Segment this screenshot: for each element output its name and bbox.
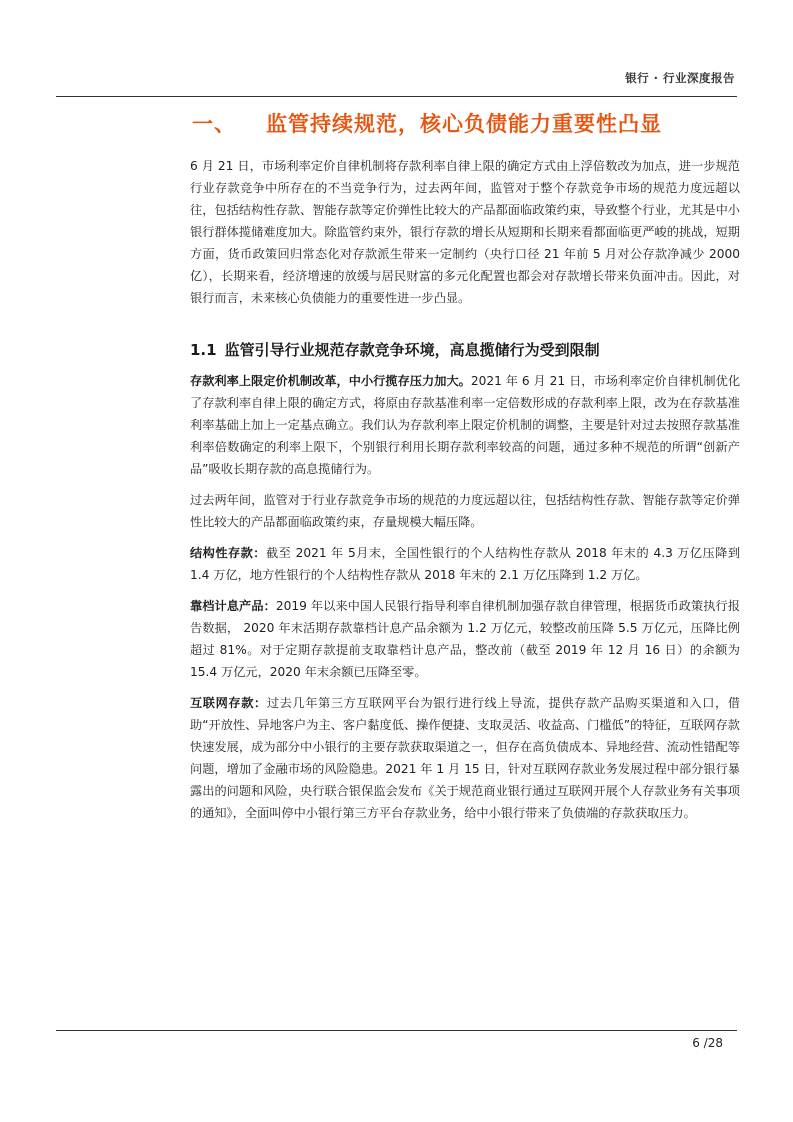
- paragraph-body: 过去几年第三方互联网平台为银行进行线上导流，提供存款产品购买渠道和入口，借助“开放性、异地客户为主、客户黏度低、操作便捷、支取灵活、收益高、门槛低”的特征，互联网存款快速发展，成为部分中小银行的主要存款获取渠道之一，但存在高负债成本、异地经营、流动性错配等问题，增加了金融市场的风险隐患。2021 年 1 月 15 日，针对互联网存款业务发展过程中部分银行暴露出的问题和风险，央行联合银保监会发布《关于规范商业银行通过互联网开展个人存款业务有关事项的通知》，全面叫停中小银行第三方平台存款业务，给中小银行带来了负债端的存款获取压力。: [190, 696, 741, 820]
- paragraph-body: 截至 2021 年 5月末，全国性银行的个人结构性存款从 2018 年末的 4.3 万亿压降到 1.4 万亿，地方性银行的个人结构性存款从 2018 年末的 2.1 万亿压降到 1.2 万亿。: [190, 546, 741, 582]
- paragraph-lead: 互联网存款：: [190, 696, 267, 710]
- document-body: [190, 155, 740, 833]
- paragraph-structured-deposits: [190, 542, 740, 586]
- paragraph-lead: 结构性存款：: [190, 546, 266, 560]
- report-header-label: 银行 · 行业深度报告: [625, 71, 735, 85]
- paragraph-lead: 存款利率上限定价机制改革，中小行揽存压力加大。: [190, 374, 471, 388]
- header-divider: [56, 96, 737, 97]
- footer-divider: [56, 1030, 737, 1031]
- section-title-text: 监管引导行业规范存款竞争环境，高息揽储行为受到限制: [224, 341, 600, 359]
- paragraph-body: 2019 年以来中国人民银行指导利率自律机制加强存款自律管理，根据货币政策执行报告数据， 2020 年末活期存款靠档计息产品余额为 1.2 万亿元，较整改前压降 5.5 万亿元，压降比例超过 81%。对于定期存款提前支取靠档计息产品，整改前（截至 2019 年 12 月 16 日）的余额为 15.4 万亿元，2020 年末余额已压降至零。: [190, 599, 741, 679]
- chapter-number: 一、: [192, 112, 236, 136]
- paragraph-body: 2021 年 6 月 21 日，市场利率定价自律机制优化了存款利率自律上限的确定方式，将原由存款基准利率一定倍数形成的存款利率上限，改为在存款基准利率基础上加上一定基点确立。我们认为存款利率上限定价机制的调整，主要是针对过去按照存款基准利率倍数确定的利率上限下，个别银行利用长期存款利率较高的问题，通过多种不规范的所谓“创新产品”吸收长期存款的高息揽储行为。: [190, 374, 741, 476]
- paragraph-regulation-overview: [190, 489, 740, 533]
- intro-paragraph: 6 月 21 日，市场利率定价自律机制将存款利率自律上限的确定方式由上浮倍数改为加点，进一步规范行业存款竞争中所存在的不当竞争行为，过去两年间，监管对于整个存款竞争市场的规范力度远超以往，包括结构性存款、智能存款等定价弹性比较大的产品都面临政策约束，导致整个行业，尤其是中小银行群体揽储难度加大。除监管约束外，银行存款的增长从短期和长期来看都面临更严峻的挑战，短期方面，货币政策回归常态化对存款派生带来一定制约（央行口径 21 年前 5 月对公存款净减少 2000 亿），长期来看，经济增速的放缓与居民财富的多元化配置也都会对存款增长带来负面冲击。因此，对银行而言，未来核心负债能力的重要性进一步凸显。: [190, 159, 740, 305]
- paragraph-lead: 靠档计息产品：: [190, 599, 276, 613]
- paragraph-tiered-interest-products: [190, 595, 740, 683]
- page-number: 6 /28: [692, 1036, 723, 1050]
- chapter-title-text: 监管持续规范，核心负债能力重要性凸显: [266, 112, 662, 136]
- section-number: 1.1: [190, 341, 217, 359]
- paragraph-body: 过去两年间，监管对于行业存款竞争市场的规范的力度远超以往，包括结构性存款、智能存款等定价弹性比较大的产品都面临政策约束，存量规模大幅压降。: [190, 493, 740, 529]
- section-heading: [190, 339, 740, 361]
- paragraph-rate-cap-reform: [190, 370, 740, 480]
- paragraph-internet-deposits: [190, 692, 740, 824]
- chapter-title: [192, 108, 752, 138]
